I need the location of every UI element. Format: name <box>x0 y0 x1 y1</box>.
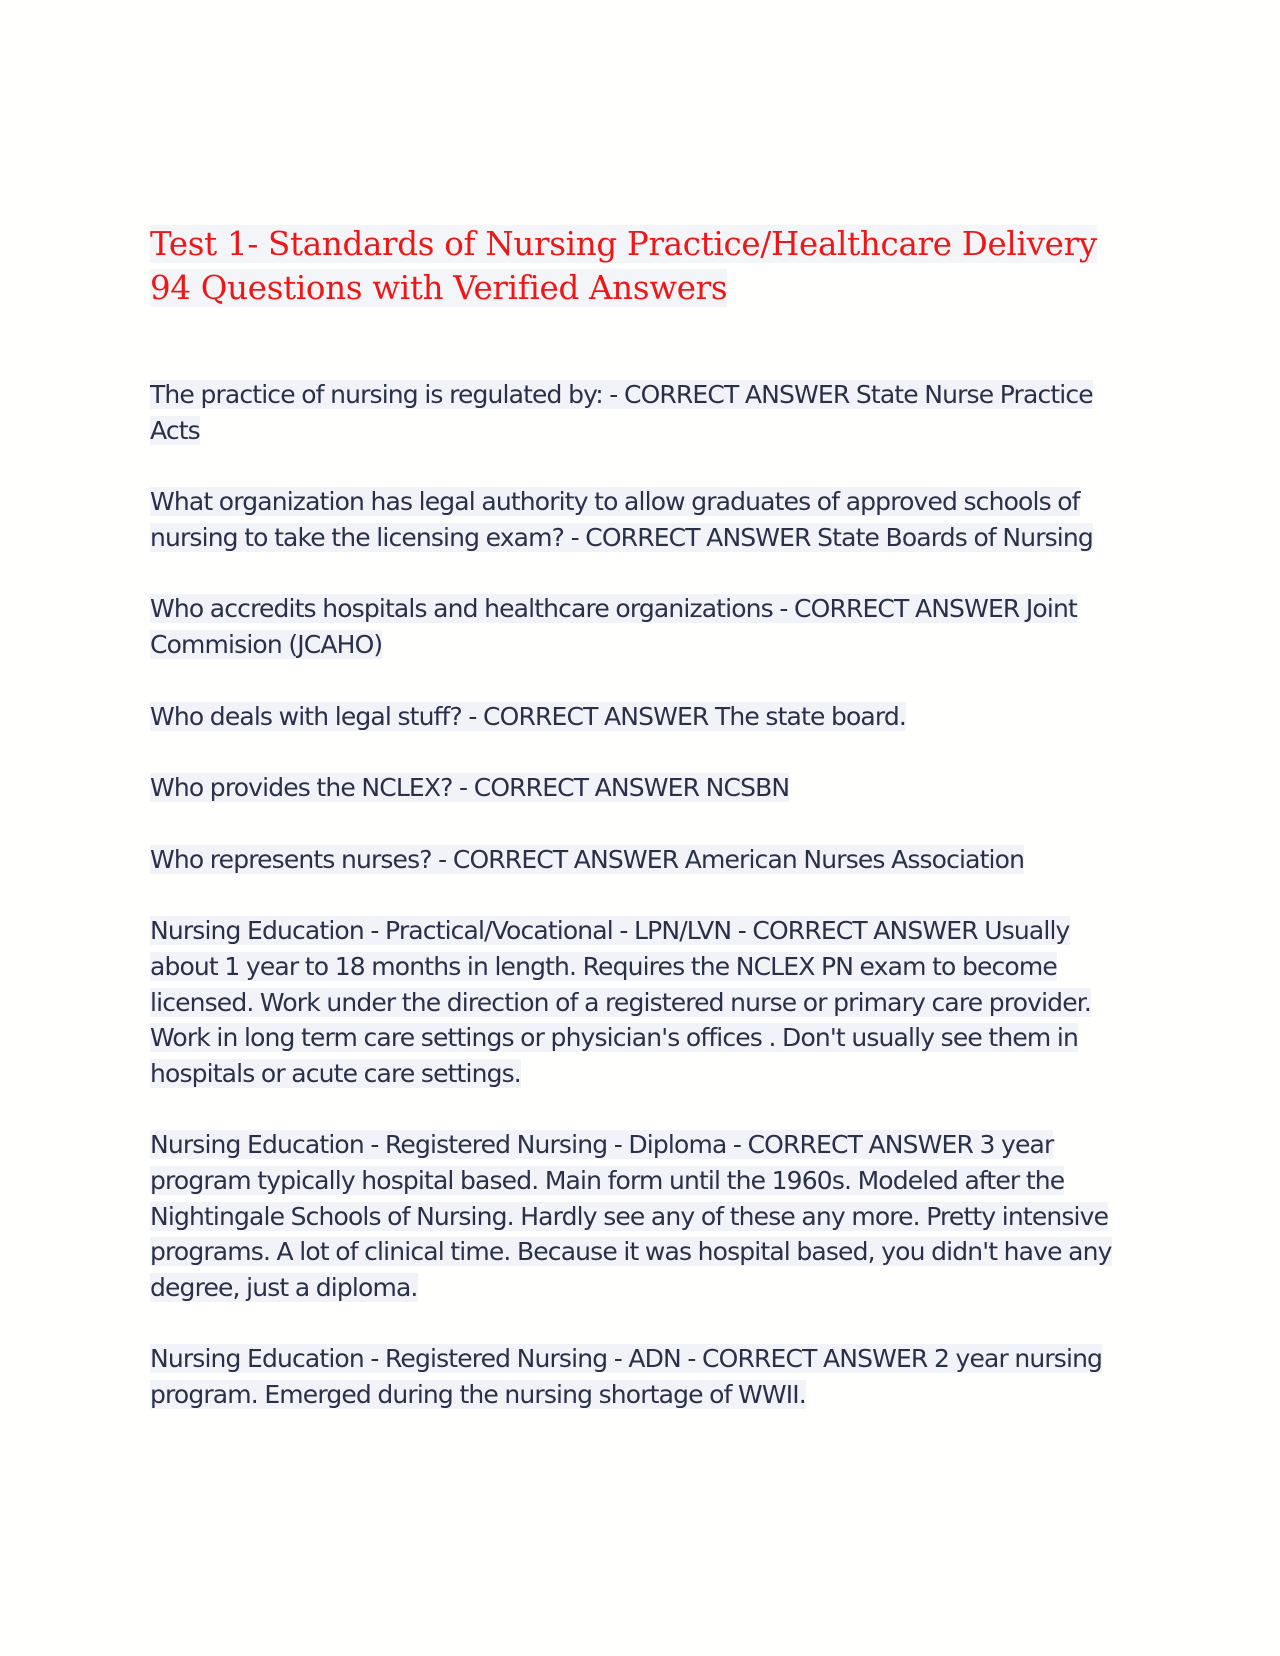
qa-entry <box>150 484 1140 555</box>
qa-entry-text: Nursing Education - Registered Nursing - ADN - CORRECT ANSWER 2 year nursing program. Emerged during the nursing shortage of WWII. <box>150 1344 1103 1409</box>
qa-entry-text: Who represents nurses? - CORRECT ANSWER American Nurses Association <box>150 844 1025 874</box>
qa-entry <box>150 770 1140 806</box>
qa-entry <box>150 1127 1140 1305</box>
qa-entry <box>150 1341 1140 1412</box>
qa-entry-text: Who provides the NCLEX? - CORRECT ANSWER NCSBN <box>150 773 790 803</box>
document-title <box>150 222 1150 310</box>
title-line-1: Test 1- Standards of Nursing Practice/Healthcare Delivery <box>150 225 1097 263</box>
qa-entry <box>150 913 1140 1091</box>
question-answer-list <box>150 377 1140 1448</box>
qa-entry-text: The practice of nursing is regulated by: - CORRECT ANSWER State Nurse Practice Acts <box>150 380 1093 445</box>
title-line-2: 94 Questions with Verified Answers <box>150 269 728 307</box>
qa-entry <box>150 591 1140 662</box>
qa-entry <box>150 699 1140 735</box>
qa-entry <box>150 842 1140 878</box>
qa-entry-text: Who deals with legal stuff? - CORRECT ANSWER The state board. <box>150 701 907 731</box>
qa-entry-text: Who accredits hospitals and healthcare organizations - CORRECT ANSWER Joint Commision (JCAHO) <box>150 594 1077 659</box>
qa-entry-text: Nursing Education - Practical/Vocational - LPN/LVN - CORRECT ANSWER Usually about 1 year to 18 months in length. Requires the NCLEX PN exam to become licensed. Work under the direction of a registered nurse or primary care provider. Work in long term care settings or physician's offices . Don't usually see them in hospitals or acute care settings. <box>150 916 1091 1088</box>
qa-entry-text: Nursing Education - Registered Nursing - Diploma - CORRECT ANSWER 3 year program typically hospital based. Main form until the 1960s. Modeled after the Nightingale Schools of Nursing. Hardly see any of these any more. Pretty intensive programs. A lot of clinical time. Because it was hospital based, you didn't have any degree, just a diploma. <box>150 1130 1112 1302</box>
qa-entry <box>150 377 1140 448</box>
qa-entry-text: What organization has legal authority to allow graduates of approved schools of nursing to take the licensing exam? - CORRECT ANSWER State Boards of Nursing <box>150 487 1093 552</box>
